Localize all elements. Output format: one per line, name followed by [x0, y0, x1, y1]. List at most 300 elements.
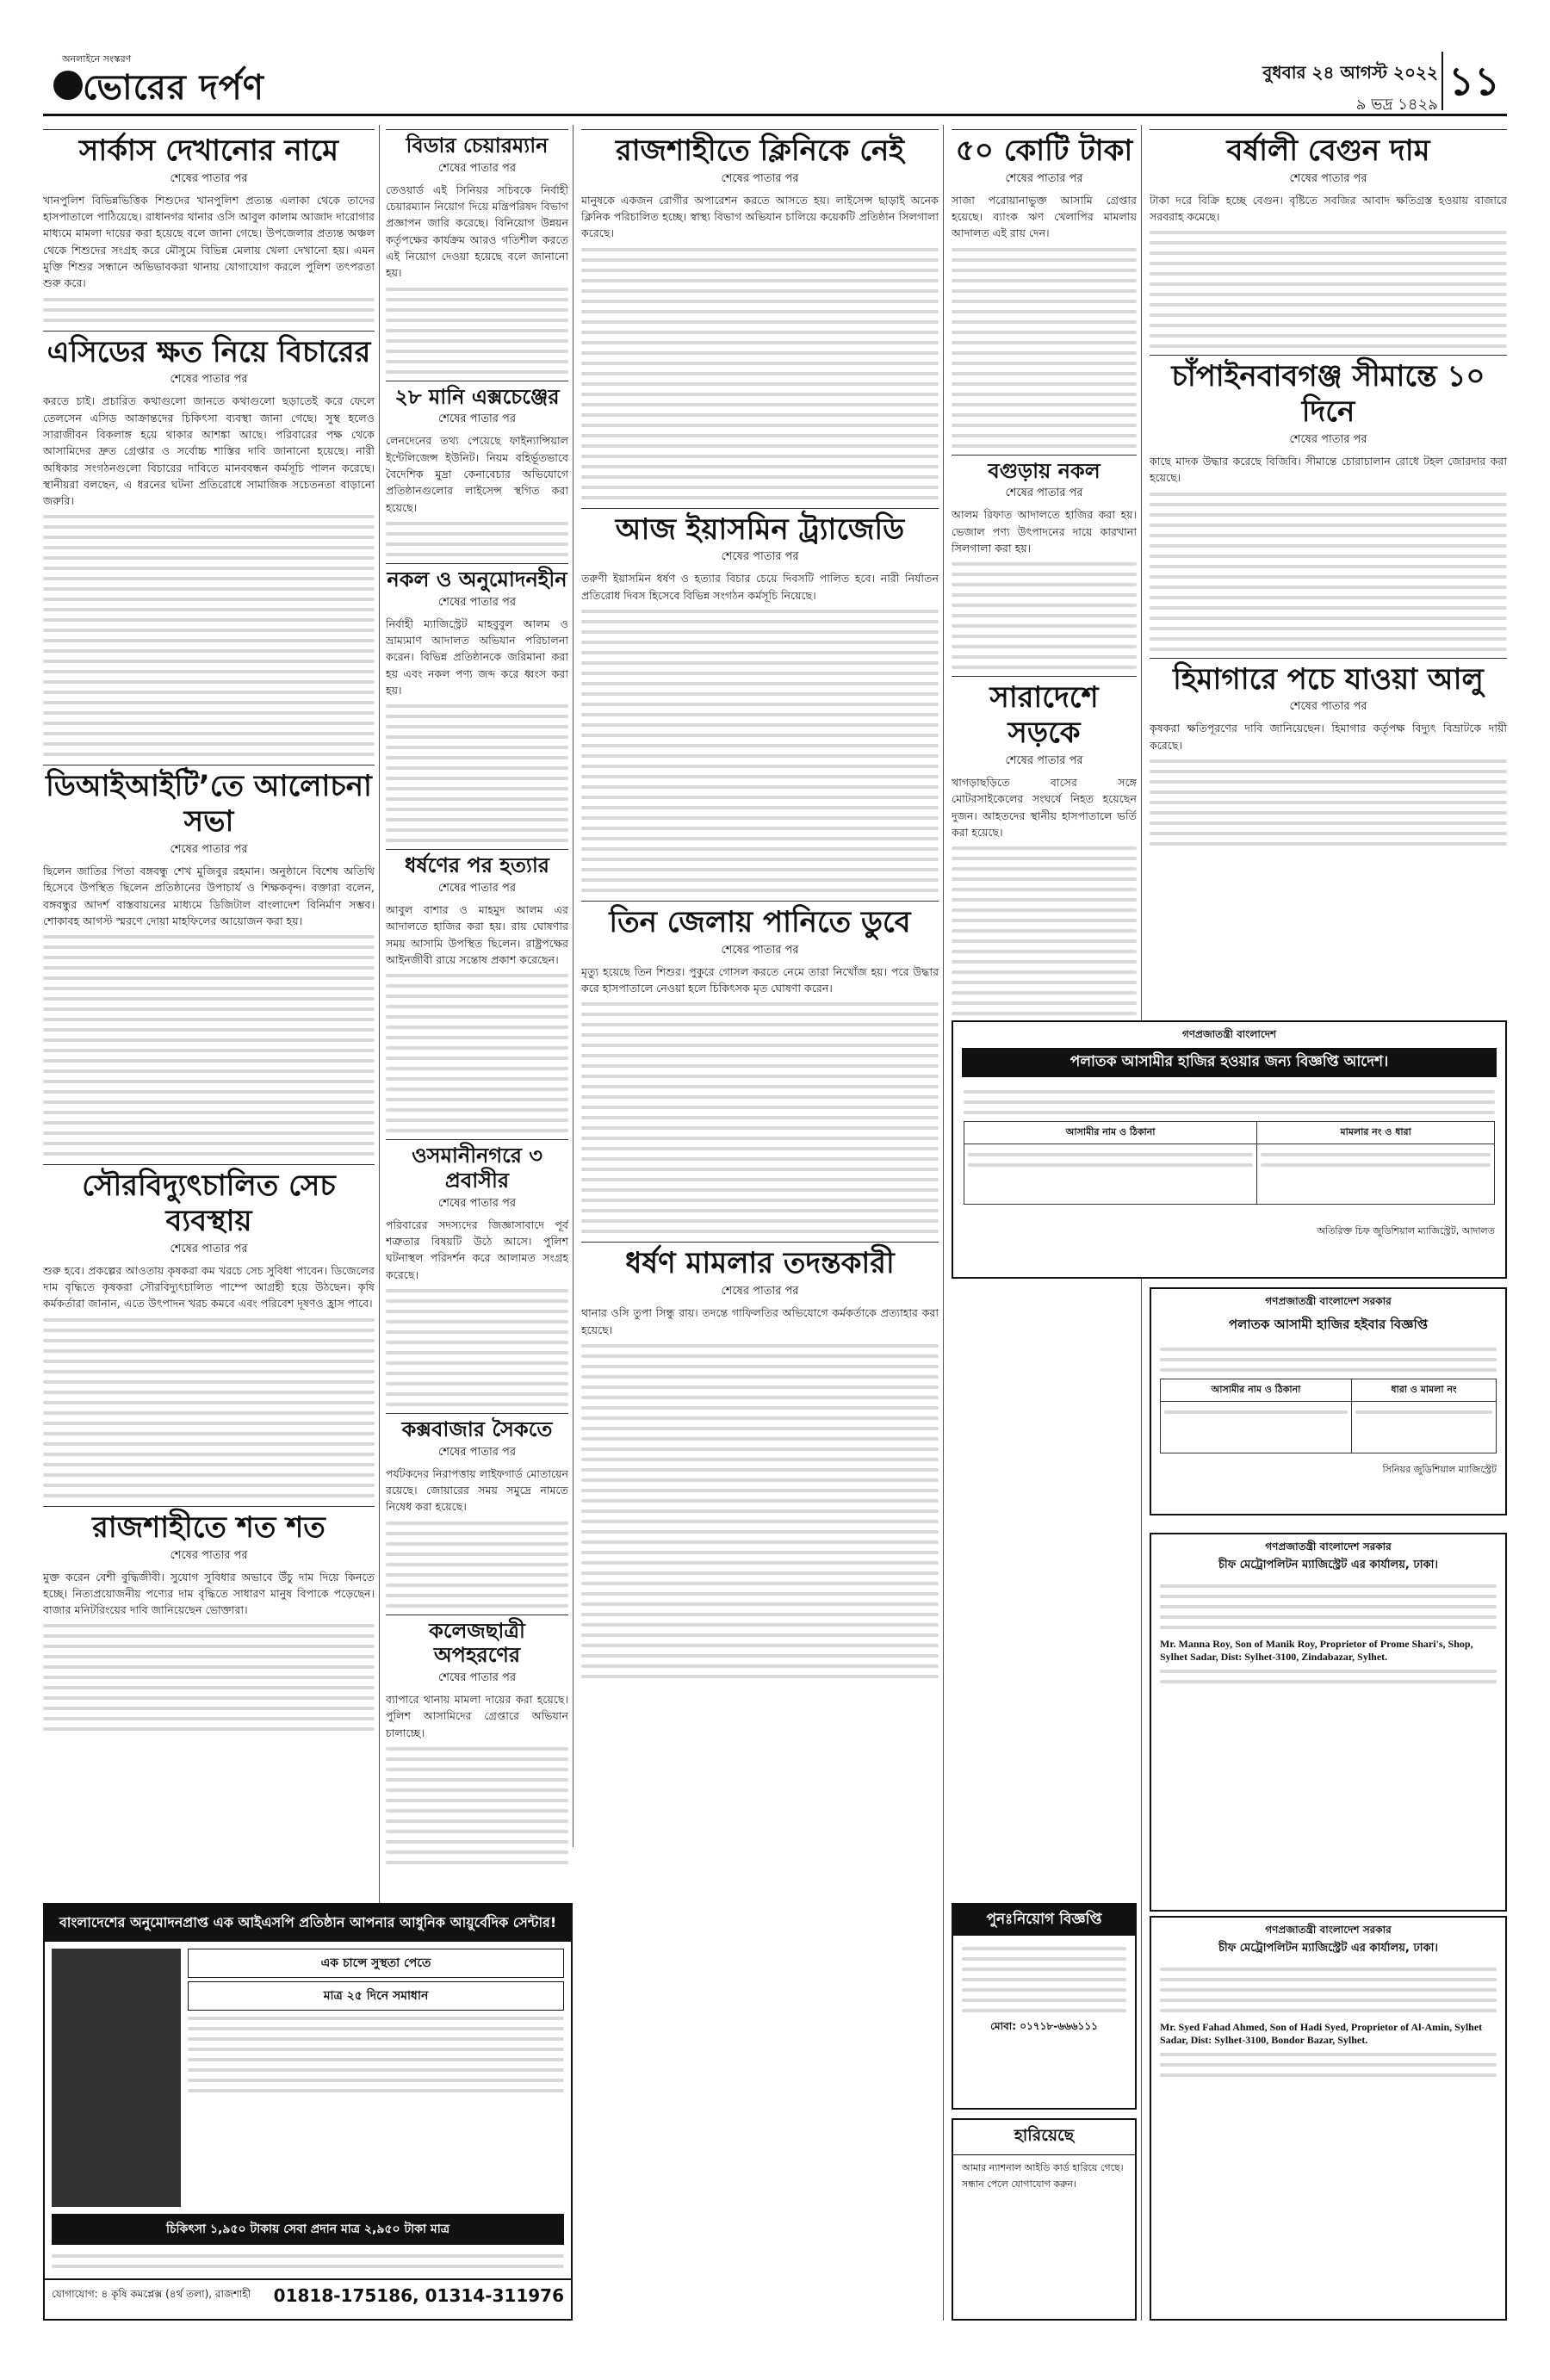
- text-line: [43, 1432, 375, 1435]
- headline: চাঁপাইনবাবগঞ্জ সীমান্তে ১০ দিনে: [1150, 355, 1507, 430]
- text-line: [952, 362, 1137, 365]
- headline: কলেজছাত্রী অপহরণের: [386, 1615, 568, 1669]
- text-line: [952, 320, 1137, 324]
- text-line: [952, 413, 1137, 417]
- text-line: [581, 1416, 939, 1420]
- continued-label: শেষের পাতার পর: [170, 1242, 248, 1255]
- article-body: কাছে মাদক উদ্ধার করেছে বিজিবি। সীমান্তে চোরাচালান রোধে টহল জোরদার করা হয়েছে।: [1150, 454, 1507, 485]
- text-line: [581, 754, 939, 758]
- text-line: [43, 308, 375, 312]
- text-line: [386, 1320, 568, 1323]
- headline: ধর্ষণের পর হত্যার: [386, 849, 568, 878]
- masthead: [0, 0, 1550, 129]
- text-line: [1160, 1999, 1497, 2002]
- headline: রাজশাহীতে ক্লিনিকে নেই: [581, 129, 939, 169]
- text-line: [581, 1147, 939, 1150]
- article-body: লেনদেনের তথ্য পেয়েছে ফাইন্যান্সিয়াল ইন্টেলিজেন্স ইউনিট। নিয়ম বহির্ভূতভাবে বৈদেশিক মুদ্রা কেনাবেচার অভিযোগে প্রতিষ্ঠানগুলোর লাইসেন্স স্থগিত করা হয়েছে।: [386, 434, 568, 514]
- headline: আজ ইয়াসমিন ট্র্যাজেডি: [581, 508, 939, 548]
- text-line: [43, 1018, 375, 1021]
- text-line: [43, 1442, 375, 1446]
- text-line: [43, 525, 375, 529]
- text-line: [43, 1069, 375, 1073]
- text-line: [581, 434, 939, 437]
- text-line: [581, 878, 939, 882]
- text-line: [581, 1613, 939, 1616]
- text-line: [581, 424, 939, 427]
- text-line: [581, 444, 939, 448]
- text-line: [43, 1494, 375, 1497]
- article-body: মৃত্যু হয়েছে তিন শিশুর। পুকুরে গোসল করতে নেমে তারা নিখোঁজ হয়। পরে উদ্ধার করে হাসপাতালে নেওয়া হলে চিকিৎসক মৃত ঘোষণা করেন।: [581, 964, 939, 995]
- continued-label: শেষের পাতার পর: [1005, 487, 1083, 500]
- text-line: [952, 877, 1137, 881]
- text-line: [188, 2068, 564, 2072]
- text-line: [386, 1382, 568, 1385]
- column-rule: [573, 125, 574, 1847]
- text-line: [962, 2009, 1126, 2012]
- table-header: মামলার নং ও ধারা: [1257, 1122, 1495, 1144]
- text-line: [581, 837, 939, 840]
- text-line: [386, 1361, 568, 1365]
- article-body: পরিবারের সদস্যদের জিজ্ঞাসাবাদে পূর্ব শত্রুতার বিষয়টি উঠে আসে। পুলিশ ঘটনাস্থল পরিদর্শন করে আলামত সংগ্রহ করেছে।: [386, 1218, 568, 1281]
- text-line: [952, 666, 1137, 669]
- text-line: [43, 1484, 375, 1487]
- ad-tag: মাত্র ২৫ দিনে সমাধান: [188, 1981, 564, 2011]
- headline: সৌরবিদ্যুৎচালিত সেচ ব্যবস্থায়: [43, 1164, 375, 1239]
- text-line: [952, 655, 1137, 659]
- text-line: [581, 1095, 939, 1099]
- article-body: পর্যটকদের নিরাপত্তায় লাইফগার্ড মোতায়েন রয়েছে। জোয়ারের সময় সমুদ্রে নামতে নিষেধ করা হয়েছে।: [386, 1466, 568, 1514]
- article-body: তেওয়ার্ড এই সিনিয়র সচিবকে নির্বাহী চেয়ারম্যান নিয়োগ দিয়ে মন্ত্রিপরিষদ বিভাগ প্রজ্ঞাপন জারি করেছে। বিনিয়োগ উন্নয়ন কর্তৃপক্ষের কার্যক্রম আরও গতিশীল করতে এই নিয়োগ দেওয়া হয়েছে বলে জানানো হয়।: [386, 183, 568, 280]
- text-line: [581, 1199, 939, 1202]
- text-line: [1150, 272, 1507, 276]
- text-line: [386, 704, 568, 708]
- text-line: [52, 2254, 564, 2258]
- text-line: [386, 808, 568, 811]
- text-line: [1150, 770, 1507, 773]
- text-line: [386, 1046, 568, 1050]
- text-line: [964, 1100, 1495, 1104]
- text-line: [386, 1840, 568, 1844]
- text-line: [581, 1344, 939, 1348]
- text-line: [386, 370, 568, 374]
- text-line: [1160, 1368, 1497, 1372]
- text-line: [581, 868, 939, 871]
- text-line: [1150, 801, 1507, 804]
- text-line: [581, 723, 939, 727]
- text-line: [43, 298, 375, 301]
- text-line: [43, 1696, 375, 1700]
- continued-label: শেষের পাতার পর: [1289, 432, 1367, 446]
- text-line: [43, 536, 375, 539]
- ad-tag: এক চান্সে সুস্থতা পেতে: [188, 1949, 564, 1978]
- text-line: [43, 997, 375, 1001]
- text-line: [952, 583, 1137, 586]
- text-line: [1150, 759, 1507, 763]
- column-rule: [943, 125, 944, 2321]
- text-line: [43, 753, 375, 756]
- text-line: [581, 455, 939, 458]
- continued-label: শেষের পাতার পর: [1005, 753, 1083, 767]
- text-line: [581, 630, 939, 634]
- notice-header: গণপ্রজাতন্ত্রী বাংলাদেশ: [1181, 1028, 1277, 1040]
- text-line: [386, 1747, 568, 1751]
- text-line: [952, 351, 1137, 355]
- text-line: [1160, 1348, 1497, 1351]
- headline: রাজশাহীতে শত শত: [43, 1506, 375, 1546]
- text-line: [581, 413, 939, 417]
- notice-header: গণপ্রজাতন্ত্রী বাংলাদেশ সরকার: [1265, 1540, 1392, 1553]
- text-line: [386, 1392, 568, 1396]
- text-line: [43, 987, 375, 990]
- article-body: তরুণী ইয়াসমিন ধর্ষণ ও হত্যার বিচার চেয়ে দিবসটি পালিত হবে। নারী নির্যাতন প্রতিরোধ দিবস হিসেবে বিভিন্ন সংগঠন কর্মসূচি নিয়েছে।: [581, 572, 939, 602]
- text-line: [581, 1365, 939, 1368]
- text-line: [952, 929, 1137, 933]
- text-line: [386, 1584, 568, 1587]
- continued-label: শেষের পাতার পর: [1289, 700, 1367, 714]
- text-line: [952, 1012, 1137, 1015]
- continued-label: শেষের পাতার পর: [1289, 171, 1367, 185]
- text-line: [952, 382, 1137, 386]
- text-line: [1150, 293, 1507, 296]
- notice-title: চীফ মেট্রোপলিটন ম্যাজিস্ট্রেট এর কার্যালয়, ঢাকা।: [1218, 1559, 1438, 1571]
- text-line: [1160, 1978, 1497, 1981]
- accused-details: Mr. Manna Roy, Son of Manik Roy, Proprietor of Prome Shari's, Shop, Sylhet Sadar, Dist: Sylhet-3100, Zindabazar, Sylhet.: [1160, 1638, 1473, 1663]
- text-line: [581, 1075, 939, 1078]
- text-line: [952, 403, 1137, 406]
- ad-photo: [52, 1949, 181, 2207]
- text-line: [1150, 544, 1507, 548]
- text-line: [952, 593, 1137, 597]
- text-line: [581, 1168, 939, 1171]
- text-line: [1150, 282, 1507, 286]
- text-line: [386, 746, 568, 749]
- text-line: [43, 1634, 375, 1638]
- text-line: [1150, 251, 1507, 255]
- text-line: [1160, 1626, 1497, 1629]
- text-line: [581, 1219, 939, 1223]
- text-line: [962, 1957, 1126, 1961]
- text-line: [952, 857, 1137, 860]
- text-line: [386, 319, 568, 322]
- continued-label: শেষের পাতার পর: [437, 412, 517, 426]
- text-line: [952, 269, 1137, 272]
- text-line: [1150, 534, 1507, 537]
- text-line: [581, 1633, 939, 1637]
- text-line: [386, 715, 568, 718]
- article-body: ছিলেন জাতির পিতা বঙ্গবন্ধু শেখ মুজিবুর রহমান। অনুষ্ঠানে বিশেষ অতিথি হিসেবে উপস্থিত ছিলেন প্রতিষ্ঠানের উপাচার্য ও শিক্ষকবৃন্দ। বক্তারা বলেন, বঙ্গবন্ধুর আদর্শ বাস্তবায়নের মাধ্যমে ডিজিটাল বাংলাদেশ বিনির্মাণ সম্ভব। শোকাবহ আগস্ট স্মরণে দোয়া মাহফিলের আয়োজন করা হয়।: [43, 865, 375, 927]
- text-line: [952, 310, 1137, 313]
- text-line: [43, 1360, 375, 1363]
- text-line: [581, 362, 939, 365]
- text-line: [1150, 334, 1507, 338]
- text-line: [386, 1129, 568, 1132]
- text-line: [386, 1604, 568, 1608]
- text-line: [386, 360, 568, 363]
- text-line: [581, 1437, 939, 1441]
- notice-title: হারিয়েছে: [953, 2120, 1135, 2155]
- text-line: [581, 765, 939, 768]
- text-line: [1150, 790, 1507, 794]
- text-line: [581, 1654, 939, 1658]
- text-line: [43, 711, 375, 715]
- article-body: খাগড়াছড়িতে বাসের সঙ্গে মোটরসাইকেলের সংঘর্ষে নিহত হয়েছেন দুজন। আহতদের স্থানীয় হাসপাতালে ভর্তি করা হয়েছে।: [952, 775, 1137, 839]
- text-line: [581, 692, 939, 696]
- text-line: [43, 1380, 375, 1384]
- headline: ডিআইআইটি’তে আলোচনা সভা: [43, 765, 375, 840]
- text-line: [952, 908, 1137, 912]
- text-line: [952, 279, 1137, 282]
- text-line: [581, 734, 939, 737]
- text-line: [43, 1727, 375, 1731]
- text-line: [581, 248, 939, 251]
- text-line: [43, 556, 375, 560]
- text-line: [1150, 241, 1507, 245]
- text-line: [386, 777, 568, 780]
- text-line: [581, 610, 939, 613]
- text-line: [1150, 586, 1507, 589]
- headline: ৫০ কোটি টাকা: [952, 129, 1137, 169]
- text-line: [1150, 648, 1507, 651]
- continued-label: শেষের পাতার পর: [170, 843, 248, 857]
- text-line: [962, 1988, 1126, 1992]
- text-line: [188, 2017, 564, 2020]
- text-line: [1160, 1595, 1497, 1598]
- text-line: [581, 1582, 939, 1585]
- date-english: বুধবার ২৪ আগস্ট ২০২২: [1262, 62, 1438, 83]
- text-line: [581, 1033, 939, 1037]
- text-line: [386, 1098, 568, 1101]
- text-line: [386, 542, 568, 546]
- text-line: [581, 713, 939, 716]
- text-line: [386, 1015, 568, 1019]
- text-line: [386, 522, 568, 525]
- text-line: [1261, 1153, 1491, 1156]
- text-line: [386, 1310, 568, 1313]
- court-notice-3: [1150, 1533, 1507, 1912]
- text-line: [1160, 1988, 1497, 1992]
- text-line: [581, 1013, 939, 1016]
- text-line: [386, 1542, 568, 1546]
- article-body: খানপুলিশ বিভিন্নভিত্তিক শিশুদের খানপুলিশ প্রত্যন্ত এলাকা থেকে তাদের হাসপাতালে পাঠিয়েছে। রাধানগর থানার ওসি আবুল কালাম আজাদ দারোগার মাধ্যমে মামলা দায়ের করা হয়েছে বলে জানা গেছে। উপজেলার প্রত্যন্ত অঞ্চল থেকে শিশুদের সংগ্রহ করে মৌসুমে বিভিন্ন মেলায় খেলা দেখানো হয়। এমন মুক্তি শিশুর সন্ধানে অভিভাবকরা থানায় যোগাযোগ করলে পুলিশ তৎপরতা শুরু করে।: [43, 193, 375, 290]
- text-line: [43, 742, 375, 746]
- ayurvedic-ad: [43, 1903, 573, 2321]
- text-line: [581, 703, 939, 706]
- text-line: [581, 1178, 939, 1181]
- headline: এসিডের ক্ষত নিয়ে বিচারের: [43, 331, 375, 370]
- column-2: [386, 129, 568, 1894]
- article-body: সাজা পরোয়ানাভুক্ত আসামি গ্রেপ্তার হয়েছে। ব্যাংক ঋণ খেলাপির মামলায় আদালত এই রায় দেন।: [952, 193, 1137, 240]
- text-line: [386, 766, 568, 770]
- text-line: [386, 797, 568, 801]
- article-body: মানুষকে একজন রোগীর অপারেশন করতে আসতে হয়। লাইসেন্স ছাড়াই অনেক ক্লিনিক পরিচালিত হচ্ছে। স্বাস্থ্য বিভাগ অভিযান চালিয়ে কয়েকটি প্রতিষ্ঠান সিলগালা করেছে।: [581, 193, 939, 240]
- text-line: [1160, 2073, 1497, 2077]
- text-line: [43, 976, 375, 980]
- article-body: ব্যাপারে থানায় মামলা দায়ের করা হয়েছে। পুলিশ আসামিদের গ্রেপ্তারে অভিযান চালাচ্ছে।: [386, 1693, 568, 1739]
- text-line: [43, 1624, 375, 1627]
- text-line: [1150, 832, 1507, 835]
- text-line: [581, 847, 939, 851]
- text-line: [952, 939, 1137, 943]
- text-line: [962, 1999, 1126, 2002]
- text-line: [386, 1036, 568, 1039]
- notice-title: পলাতক আসামী হাজির হইবার বিজ্ঞপ্তি: [1228, 1317, 1429, 1332]
- text-line: [952, 960, 1137, 964]
- text-line: [581, 1592, 939, 1596]
- text-line: [581, 300, 939, 303]
- text-line: [386, 735, 568, 739]
- text-line: [386, 1341, 568, 1344]
- text-line: [581, 775, 939, 778]
- text-line: [581, 1468, 939, 1472]
- text-line: [43, 587, 375, 591]
- text-line: [1160, 1670, 1497, 1673]
- text-line: [581, 641, 939, 644]
- text-line: [1150, 575, 1507, 579]
- ad-address: যোগাযোগ: ৪ কৃষি কমপ্লেক্স (৪র্থ তলা), রাজশাহী: [52, 2288, 251, 2300]
- notice-signature: সিনিয়র জুডিশিয়াল ম্যাজিস্ট্রেট: [1382, 1464, 1497, 1475]
- text-line: [952, 867, 1137, 871]
- text-line: [386, 1819, 568, 1823]
- text-line: [43, 629, 375, 632]
- text-line: [581, 269, 939, 272]
- text-line: [43, 1152, 375, 1156]
- text-line: [952, 624, 1137, 628]
- text-line: [386, 974, 568, 977]
- text-line: [581, 351, 939, 355]
- text-line: [581, 496, 939, 499]
- text-line: [1160, 1358, 1497, 1361]
- text-line: [43, 598, 375, 601]
- text-line: [581, 1044, 939, 1047]
- text-line: [386, 329, 568, 332]
- text-line: [952, 372, 1137, 375]
- text-line: [581, 1209, 939, 1212]
- text-line: [581, 1157, 939, 1161]
- text-line: [581, 889, 939, 892]
- text-line: [386, 995, 568, 998]
- headline: বর্ষালী বেগুন দাম: [1150, 129, 1507, 169]
- text-line: [386, 1372, 568, 1375]
- text-line: [43, 1411, 375, 1415]
- text-line: [581, 403, 939, 406]
- article-body: টাকা দরে বিক্রি হচ্ছে বেগুন। বৃষ্টিতে সবজির আবাদ ক্ষতিগ্রস্ত হওয়ায় বাজারে সরবরাহ কমেছে।: [1150, 193, 1507, 224]
- text-line: [952, 258, 1137, 262]
- text-line: [952, 300, 1137, 303]
- text-line: [952, 645, 1137, 648]
- text-line: [1160, 1680, 1497, 1683]
- text-line: [43, 1391, 375, 1394]
- text-line: [43, 1007, 375, 1011]
- text-line: [581, 1427, 939, 1430]
- notice-table: [1160, 1379, 1497, 1453]
- lost-notice: [952, 2118, 1137, 2321]
- text-line: [581, 816, 939, 820]
- text-line: [188, 2037, 564, 2041]
- text-line: [952, 614, 1137, 617]
- text-line: [1164, 1410, 1348, 1414]
- text-line: [581, 806, 939, 809]
- text-line: [43, 1049, 375, 1052]
- recruitment-notice: [952, 1903, 1137, 2110]
- continued-label: শেষের পাতার পর: [437, 161, 517, 175]
- text-line: [1150, 821, 1507, 825]
- text-line: [43, 567, 375, 570]
- text-line: [581, 1396, 939, 1399]
- column-1: [43, 129, 375, 1894]
- text-line: [581, 331, 939, 334]
- article-body: আবুল বাশার ও মাহমুদ আলম এর আদালতে হাজির করা হয়। রায় ঘোষণার সময় আসামি উপস্থিত ছিলেন। রাষ্ট্রপক্ষের আইনজীবী রায়ে সন্তোষ প্রকাশ করেছেন।: [386, 902, 568, 966]
- text-line: [581, 1085, 939, 1088]
- text-line: [43, 722, 375, 725]
- text-line: [581, 744, 939, 747]
- text-line: [386, 1830, 568, 1833]
- text-line: [952, 434, 1137, 437]
- text-line: [962, 1968, 1126, 1971]
- text-line: [386, 1088, 568, 1091]
- text-line: [43, 1131, 375, 1135]
- text-line: [581, 1188, 939, 1192]
- text-line: [43, 966, 375, 970]
- continued-label: শেষের পাতার পর: [437, 881, 517, 895]
- text-line: [581, 1664, 939, 1668]
- text-line: [1150, 842, 1507, 846]
- text-line: [386, 1778, 568, 1782]
- text-line: [386, 756, 568, 759]
- text-line: [43, 618, 375, 622]
- text-line: [1261, 1163, 1491, 1167]
- text-line: [581, 1023, 939, 1026]
- text-line: [581, 1458, 939, 1461]
- text-line: [581, 661, 939, 665]
- headline: সারাদেশে সড়কে: [952, 676, 1137, 751]
- text-line: [581, 341, 939, 344]
- notice-table: [964, 1121, 1495, 1205]
- text-line: [43, 732, 375, 735]
- date-bengali: ৯ ভদ্র ১৪২৯: [1355, 96, 1438, 114]
- text-line: [581, 1385, 939, 1389]
- continued-label: শেষের পাতার পর: [721, 171, 799, 185]
- text-line: [581, 1116, 939, 1119]
- text-line: [581, 785, 939, 789]
- text-line: [386, 298, 568, 301]
- headline: তিন জেলায় পানিতে ডুবে: [581, 901, 939, 940]
- text-line: [581, 682, 939, 685]
- text-line: [581, 1478, 939, 1482]
- text-line: [581, 1054, 939, 1057]
- text-line: [386, 839, 568, 842]
- headline: বিডার চেয়ারম্যান: [386, 129, 568, 158]
- text-line: [1150, 627, 1507, 630]
- text-line: [581, 1561, 939, 1565]
- text-line: [43, 945, 375, 949]
- text-line: [386, 818, 568, 821]
- text-line: [43, 1339, 375, 1342]
- text-line: [386, 1532, 568, 1535]
- text-line: [952, 846, 1137, 850]
- text-line: [1150, 503, 1507, 506]
- text-line: [43, 1111, 375, 1114]
- text-line: [1150, 313, 1507, 317]
- article-body: নির্বাহী ম্যাজিস্ট্রেট মাহবুবুল আলম ও ভ্রাম্যমাণ আদালত অভিযান পরিচালনা করেন। বিভিন্ন প্রতিষ্ঠানকে জরিমানা করা হয় এবং নকল পণ্য জব্দ করে ধ্বংস করা হয়।: [386, 617, 568, 697]
- text-line: [581, 1571, 939, 1575]
- text-line: [386, 1809, 568, 1813]
- ad-title: বাংলাদেশের অনুমোদনপ্রাপ্ত এক আইএসপি প্রতিষ্ঠান আপনার আধুনিক আয়ুর্বেদিক সেন্টার!: [45, 1905, 571, 1942]
- text-line: [581, 486, 939, 489]
- continued-label: শেষের পাতার পর: [721, 943, 799, 957]
- text-line: [581, 1499, 939, 1503]
- text-line: [386, 1067, 568, 1070]
- text-line: [581, 1644, 939, 1647]
